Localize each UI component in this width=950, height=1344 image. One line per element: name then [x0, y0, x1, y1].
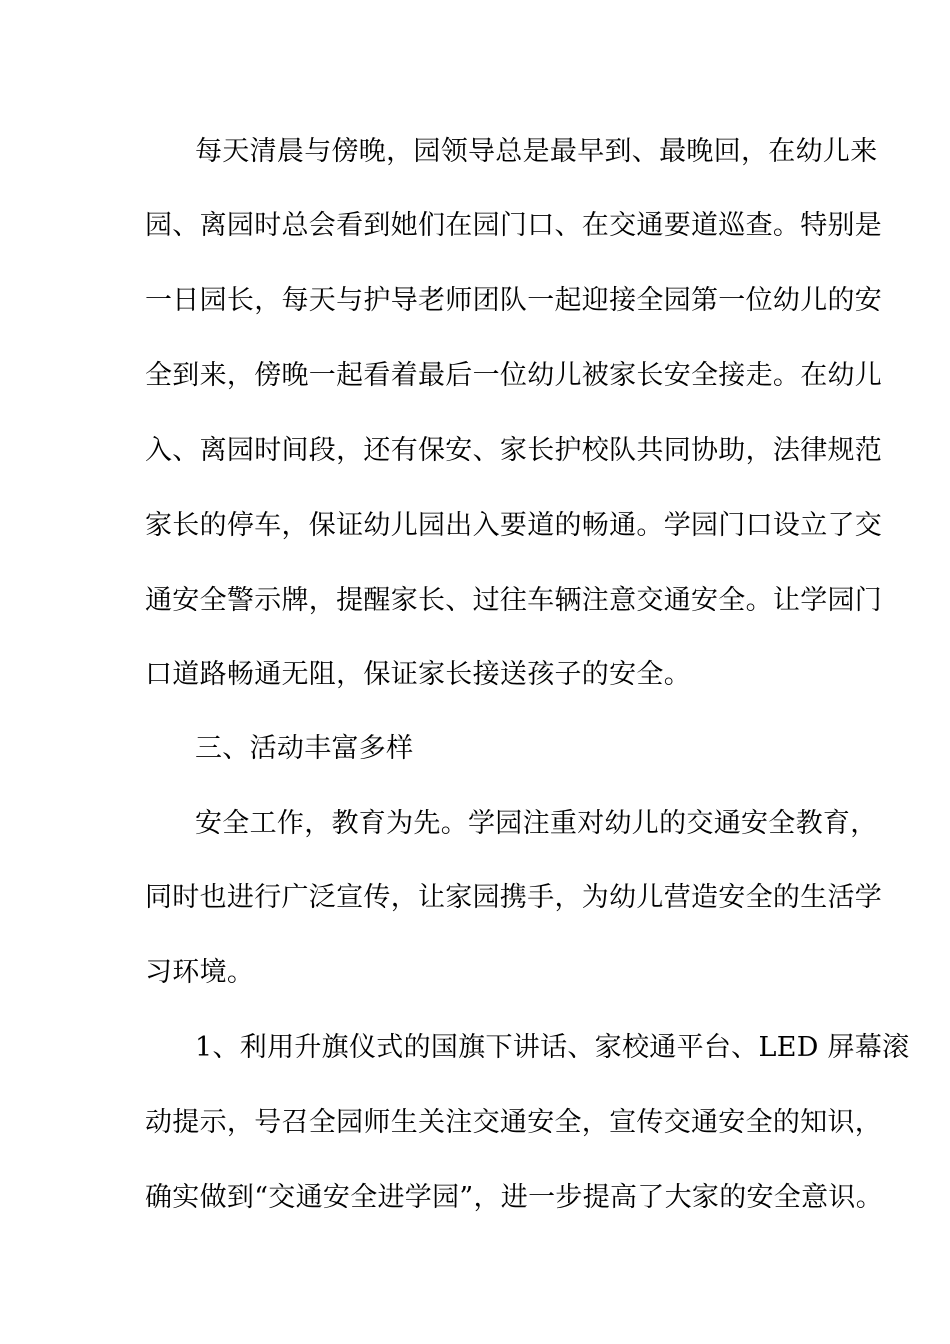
paragraph-1-line-8: 口道路畅通无阻，保证家长接送孩子的安全。 [145, 659, 691, 690]
paragraph-1-line-1: 每天清晨与傍晚，园领导总是最早到、最晚回，在幼儿来 [195, 136, 878, 167]
paragraph-3-line-3: 确实做到“交通安全进学园”，进一步提高了大家的安全意识。 [145, 1182, 884, 1213]
paragraph-3-line-2: 动提示，号召全园师生关注交通安全，宣传交通安全的知识， [145, 1107, 883, 1138]
paragraph-1-line-5: 入、离园时间段，还有保安、家长护校队共同协助，法律规范 [145, 435, 883, 466]
paragraph-2-line-1: 安全工作，教育为先。学园注重对幼儿的交通安全教育， [195, 808, 878, 839]
paragraph-2-line-3: 习环境。 [145, 957, 255, 988]
paragraph-1-line-6: 家长的停车，保证幼儿园出入要道的畅通。学园门口设立了交 [145, 510, 883, 541]
paragraph-3-line-1: 1、利用升旗仪式的国旗下讲话、家校通平台、LED 屏幕滚 [195, 1032, 910, 1063]
paragraph-1-line-4: 全到来，傍晚一起看着最后一位幼儿被家长安全接走。在幼儿 [145, 360, 883, 391]
paragraph-1-line-2: 园、离园时总会看到她们在园门口、在交通要道巡查。特别是 [145, 210, 883, 241]
section-heading: 三、活动丰富多样 [195, 733, 414, 764]
paragraph-2-line-2: 同时也进行广泛宣传，让家园携手，为幼儿营造安全的生活学 [145, 882, 883, 913]
paragraph-1-line-3: 一日园长，每天与护导老师团队一起迎接全园第一位幼儿的安 [145, 285, 883, 316]
paragraph-1-line-7: 通安全警示牌，提醒家长、过往车辆注意交通安全。让学园门 [145, 585, 883, 616]
